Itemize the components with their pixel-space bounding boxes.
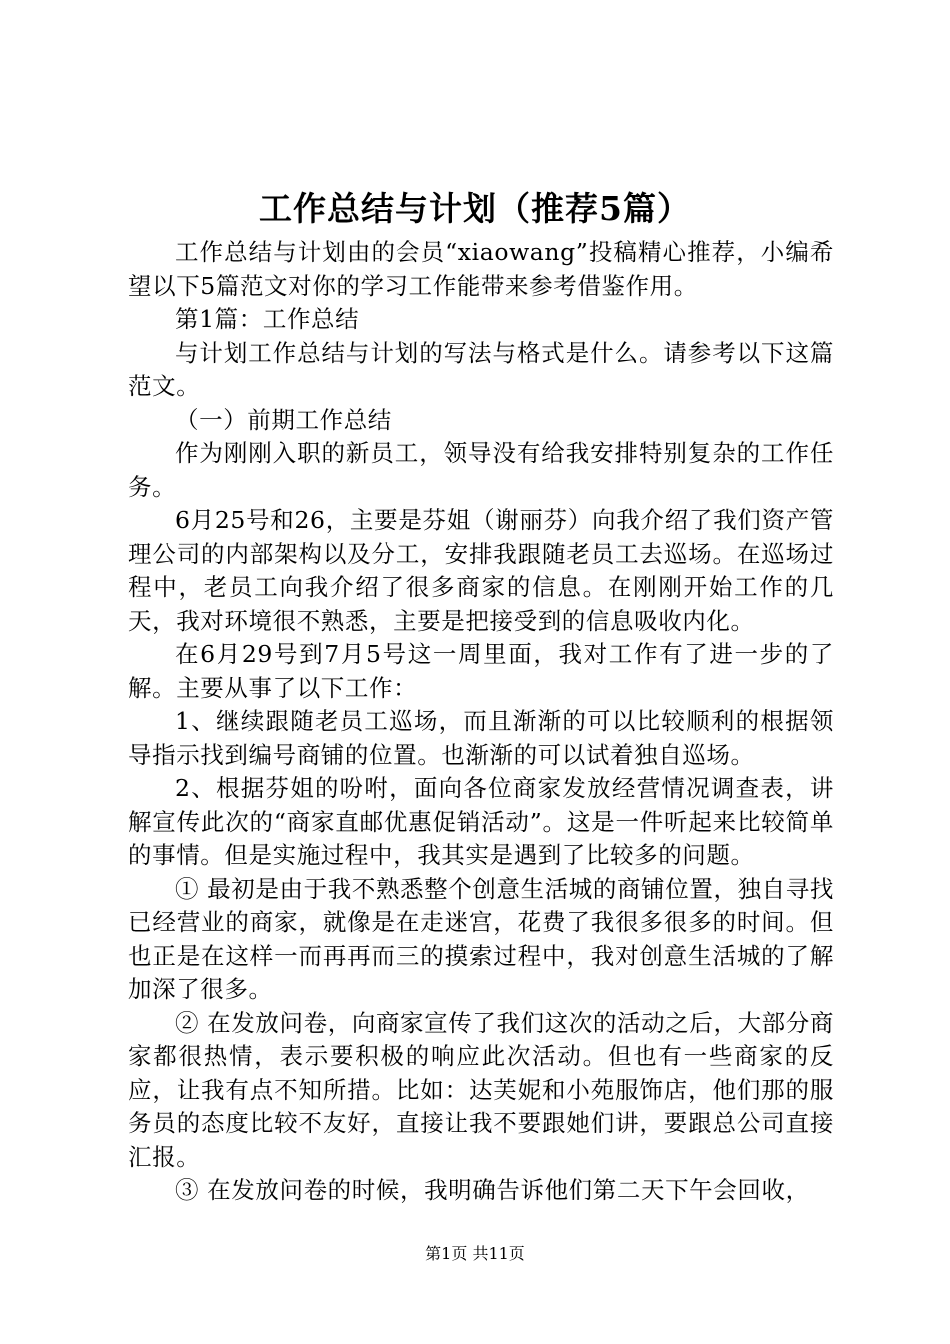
paragraph: 作为刚刚入职的新员工，领导没有给我安排特别复杂的工作任务。 <box>128 439 834 501</box>
document-title: 工作总结与计划（推荐5篇） <box>259 189 691 228</box>
paragraph: ③ 在发放问卷的时候，我明确告诉他们第二天下午会回收， <box>175 1176 810 1204</box>
paragraph: 1、继续跟随老员工巡场，而且渐渐的可以比较顺利的根据领导指示找到编号商铺的位置。也渐渐的可以试着独自巡场。 <box>128 707 834 769</box>
document-body <box>128 236 834 1208</box>
page-footer: 第1页 共11页 <box>425 1244 525 1263</box>
paragraph: 2、根据芬姐的吩咐，面向各位商家发放经营情况调查表，讲解宣传此次的“商家直邮优惠促销活动”。这是一件听起来比较简单的事情。但是实施过程中，我其实是遇到了比较多的问题。 <box>128 774 834 869</box>
paragraph: 工作总结与计划由的会员“xiaowang”投稿精心推荐，小编希望以下5篇范文对你的学习工作能带来参考借鉴作用。 <box>128 238 834 300</box>
paragraph: 在6月29号到7月5号这一周里面，我对工作有了进一步的了解。主要从事了以下工作： <box>128 640 834 702</box>
section-heading: （一）前期工作总结 <box>175 405 392 434</box>
paragraph: ① 最初是由于我不熟悉整个创意生活城的商铺位置，独自寻找已经营业的商家，就像是在走迷宫，花费了我很多很多的时间。但也正是在这样一而再再而三的摸索过程中，我对创意生活城的了解加深了很多。 <box>128 874 834 1003</box>
paragraph: 6月25号和26，主要是芬姐（谢丽芬）向我介绍了我们资产管理公司的内部架构以及分工，安排我跟随老员工去巡场。在巡场过程中，老员工向我介绍了很多商家的信息。在刚刚开始工作的几天，我对环境很不熟悉，主要是把接受到的信息吸收内化。 <box>128 506 834 635</box>
paragraph: ② 在发放问卷，向商家宣传了我们这次的活动之后，大部分商家都很热情，表示要积极的响应此次活动。但也有一些商家的反应，让我有点不知所措。比如：达芙妮和小苑服饰店，他们那的服务员的态度比较不友好，直接让我不要跟她们讲，要跟总公司直接汇报。 <box>128 1008 834 1171</box>
section-heading: 第1篇：工作总结 <box>175 305 360 333</box>
paragraph: 与计划工作总结与计划的写法与格式是什么。请参考以下这篇范文。 <box>128 338 834 400</box>
